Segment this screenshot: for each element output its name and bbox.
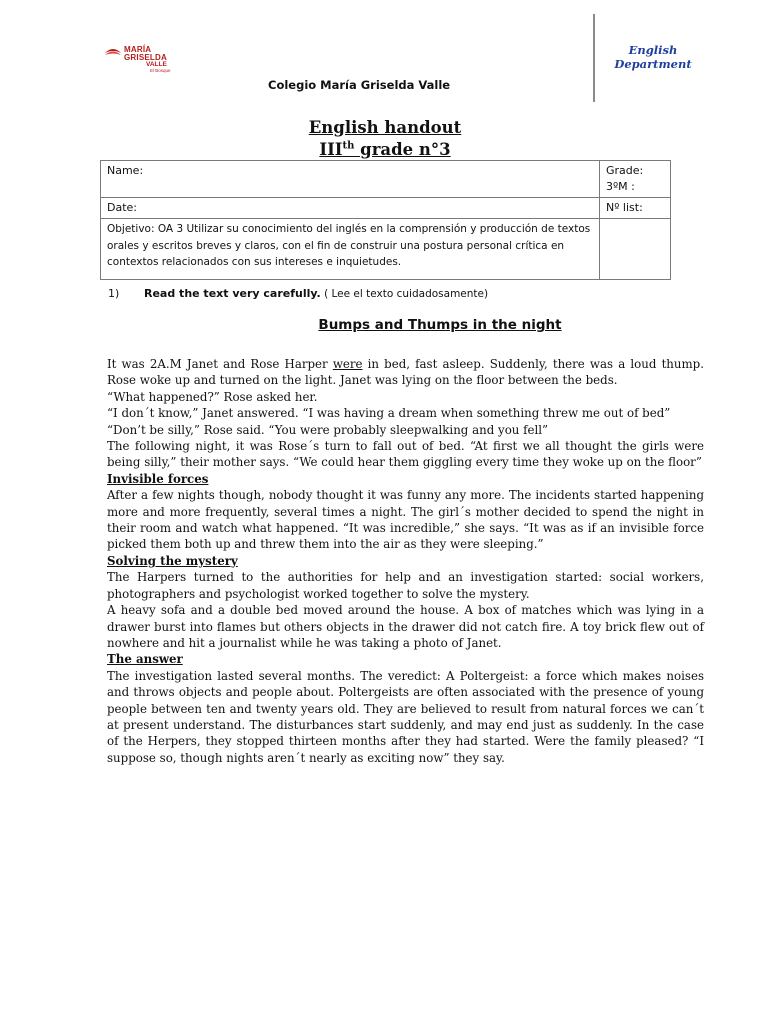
date-label: Date: [107,201,137,214]
story-paragraph: A heavy sofa and a double bed moved around the house. A box of matches which was lying in a drawer burst into flames but others objects in the drawer did not catch fire. A toy brick flew out of nowhere and hit a journalist while he was taking a photo of Janet. [107,603,704,650]
handout-title: English handout [308,118,462,137]
story-paragraph: “What happened?” Rose asked her. [107,389,318,404]
instruction-line [108,287,488,300]
empty-cell [600,219,671,280]
department-label: English Department [614,43,692,71]
objective-cell [101,219,600,280]
crest-icon [104,46,122,60]
section-heading: Invisible forces [107,471,209,486]
story-paragraph: The investigation lasted several months. The veredict: A Poltergeist: a force which makes noises and throws objects and people about. Poltergeists are often associated with the presence of young people between ten and twenty years old. They are believed to result from natural forces we can´t at present understand. The disturbances start suddenly, and may end just as suddenly. In the case of the Herpers, they stopped thirteen months after they had started. Were the family pleased? “I suppose so, though nights aren´t nearly as exciting now” they say. [107,668,704,765]
list-number-label: Nº list: [606,201,643,214]
instruction-note: ( Lee el texto cuidadosamente) [320,288,489,300]
story-paragraph: The following night, it was Rose´s turn to fall out of bed. “At first we all thought the girls were being silly,” their mother says. “We could hear them giggling every time they woke up on the floor” [107,439,704,470]
grade-label: Grade: [606,164,644,177]
story-paragraph: “Don’t be silly,” Rose said. “You were probably sleepwalking and you fell” [107,422,549,437]
name-label: Name: [107,164,144,177]
grade-value: 3ºM : [606,180,635,193]
section-heading: Solving the mystery [107,553,238,568]
grade-cell [600,161,671,198]
logo-text-sub: VALLE [146,61,167,68]
name-field[interactable] [101,161,600,198]
header-divider [593,14,595,102]
logo-text-place: El Bosque [150,67,171,73]
story-text: It was 2A.M Janet and Rose Harper [107,357,333,371]
story-body [107,356,704,766]
school-name: Colegio María Griselda Valle [268,78,451,92]
grade-prefix: III [319,140,343,159]
grade-suffix: grade n°3 [354,140,451,159]
underlined-word: were [332,357,363,371]
story-text: in bed, fast asleep. Suddenly, there was a loud thump. Rose woke up and turned on the light. Janet was lying on the floor between the beds. [107,357,704,388]
story-paragraph [107,356,704,389]
objective-text: Objetivo: OA 3 Utilizar su conocimiento del inglés en la comprensión y producción de textos orales y escritos breves y claros, con el fin de construir una postura personal crítica en contextos relacionados con sus intereses e inquietudes. [107,223,591,268]
instruction-number: 1) [108,287,120,300]
school-logo [104,44,196,73]
story-title: Bumps and Thumps in the night [318,317,562,333]
story-paragraph: “I don´t know,” Janet answered. “I was having a dream when something threw me out of bed” [107,406,671,421]
story-paragraph: After a few nights though, nobody thought it was funny any more. The incidents started happening more and more frequently, several times a night. The girl´s mother decided to spend the night in their room and watch what happened. “It was incredible,” she says. “It was as if an invisible force picked them both up and threw them into the air as they were sleeping.” [107,488,704,552]
instruction-text: Read the text very carefully. [144,287,321,300]
section-heading: The answer [107,652,183,667]
grade-superscript: th [342,140,355,152]
story-paragraph: The Harpers turned to the authorities for help and an investigation started: social workers, photographers and psychologist worked together to solve the mystery. [107,570,704,601]
list-number-field[interactable] [600,198,671,219]
grade-title [0,140,770,159]
date-field[interactable] [101,198,600,219]
logo-text-main: MARÍA GRISELDA [124,45,167,62]
student-info-table [100,160,671,280]
